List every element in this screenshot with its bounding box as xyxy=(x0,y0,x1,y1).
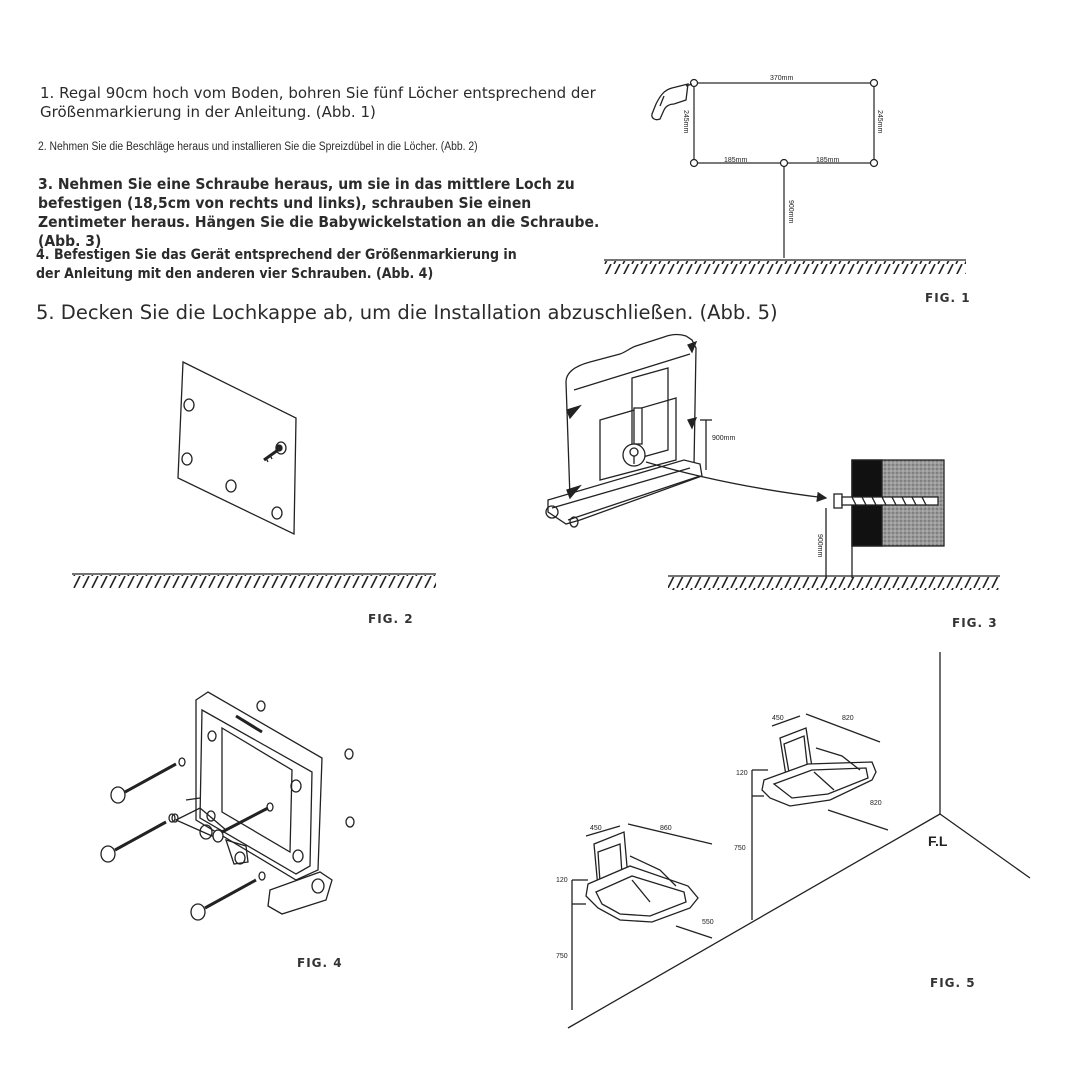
fig1-hole-pattern xyxy=(694,83,874,163)
fig1-label: FIG. 1 xyxy=(925,291,971,305)
fig1-drilling-diagram xyxy=(604,80,966,275)
fig1-dim-right: 245mm xyxy=(876,110,883,134)
fig1-hole-bottom-left xyxy=(691,160,698,167)
fig5-lower-mount: 750 xyxy=(556,953,568,960)
fig5-upper-d-top: 820 xyxy=(842,715,854,722)
fig4-screw-assembly xyxy=(101,692,354,920)
fig5-lower-station xyxy=(572,824,712,1010)
fig1-hole-center xyxy=(781,160,788,167)
fig3-dim-a: 900mm xyxy=(712,435,736,442)
step-1-text: 1. Regal 90cm hoch vom Boden, bohren Sie fünf Löcher entsprechend der Größenmarkierung in der Anleitung. (Abb. 1) xyxy=(40,84,596,121)
fig1-dim-left: 245mm xyxy=(682,110,689,134)
fig5-lower-w: 450 xyxy=(590,825,602,832)
fig3-hanging-diagram xyxy=(546,335,1000,590)
fig4-label: FIG. 4 xyxy=(297,956,343,970)
fig1-hole-top-right xyxy=(871,80,878,87)
screw-icon xyxy=(111,758,185,803)
step-4-text: 4. Befestigen Sie das Gerät entsprechend der Größenmarkierung in der Anleitung mit den anderen vier Schrauben. (Abb. 4) xyxy=(36,247,517,282)
fig1-dim-height: 900mm xyxy=(787,200,794,224)
fig5-label: FIG. 5 xyxy=(930,976,976,990)
fig5-upper-d-side: 820 xyxy=(870,800,882,807)
step-3-text: 3. Nehmen Sie eine Schraube heraus, um sie in das mittlere Loch zu befestigen (18,5cm von rechts und links), schrauben Sie einen Zentimeter heraus. Hängen Sie die Babywickelstation an die Schraube. (Abb. 3) xyxy=(38,175,600,250)
fig2-label: FIG. 2 xyxy=(368,612,414,626)
fig3-dim-b: 900mm xyxy=(816,534,823,558)
fig1-hole-top-left xyxy=(691,80,698,87)
step-5-text: 5. Decken Sie die Lochkappe ab, um die Installation abzuschließen. (Abb. 5) xyxy=(36,301,778,324)
fig5-lower-h: 120 xyxy=(556,877,568,884)
screw-icon xyxy=(101,814,175,862)
fig1-dim-bottom-left: 185mm xyxy=(724,157,748,164)
screw-icon xyxy=(191,872,265,920)
fig1-dim-bottom-right: 185mm xyxy=(816,157,840,164)
step-2-text: 2. Nehmen Sie die Beschläge heraus und installieren Sie die Spreizdübel in die Löcher. (Abb. 2) xyxy=(38,141,478,153)
fig3-label: FIG. 3 xyxy=(952,616,998,630)
fig1-dim-top: 370mm xyxy=(770,75,794,82)
fig5-upper-station xyxy=(752,714,888,920)
fig5-installed-view xyxy=(568,652,1030,1028)
fig5-upper-h: 120 xyxy=(736,770,748,777)
fig5-lower-d-top: 860 xyxy=(660,825,672,832)
fig5-floor-label: F.L xyxy=(928,833,948,849)
fig5-lower-d-side: 550 xyxy=(702,919,714,926)
fig5-upper-w: 450 xyxy=(772,715,784,722)
fig1-hole-bottom-right xyxy=(871,160,878,167)
fig5-upper-mount: 750 xyxy=(734,845,746,852)
fig2-wall-anchor-diagram xyxy=(72,362,436,588)
